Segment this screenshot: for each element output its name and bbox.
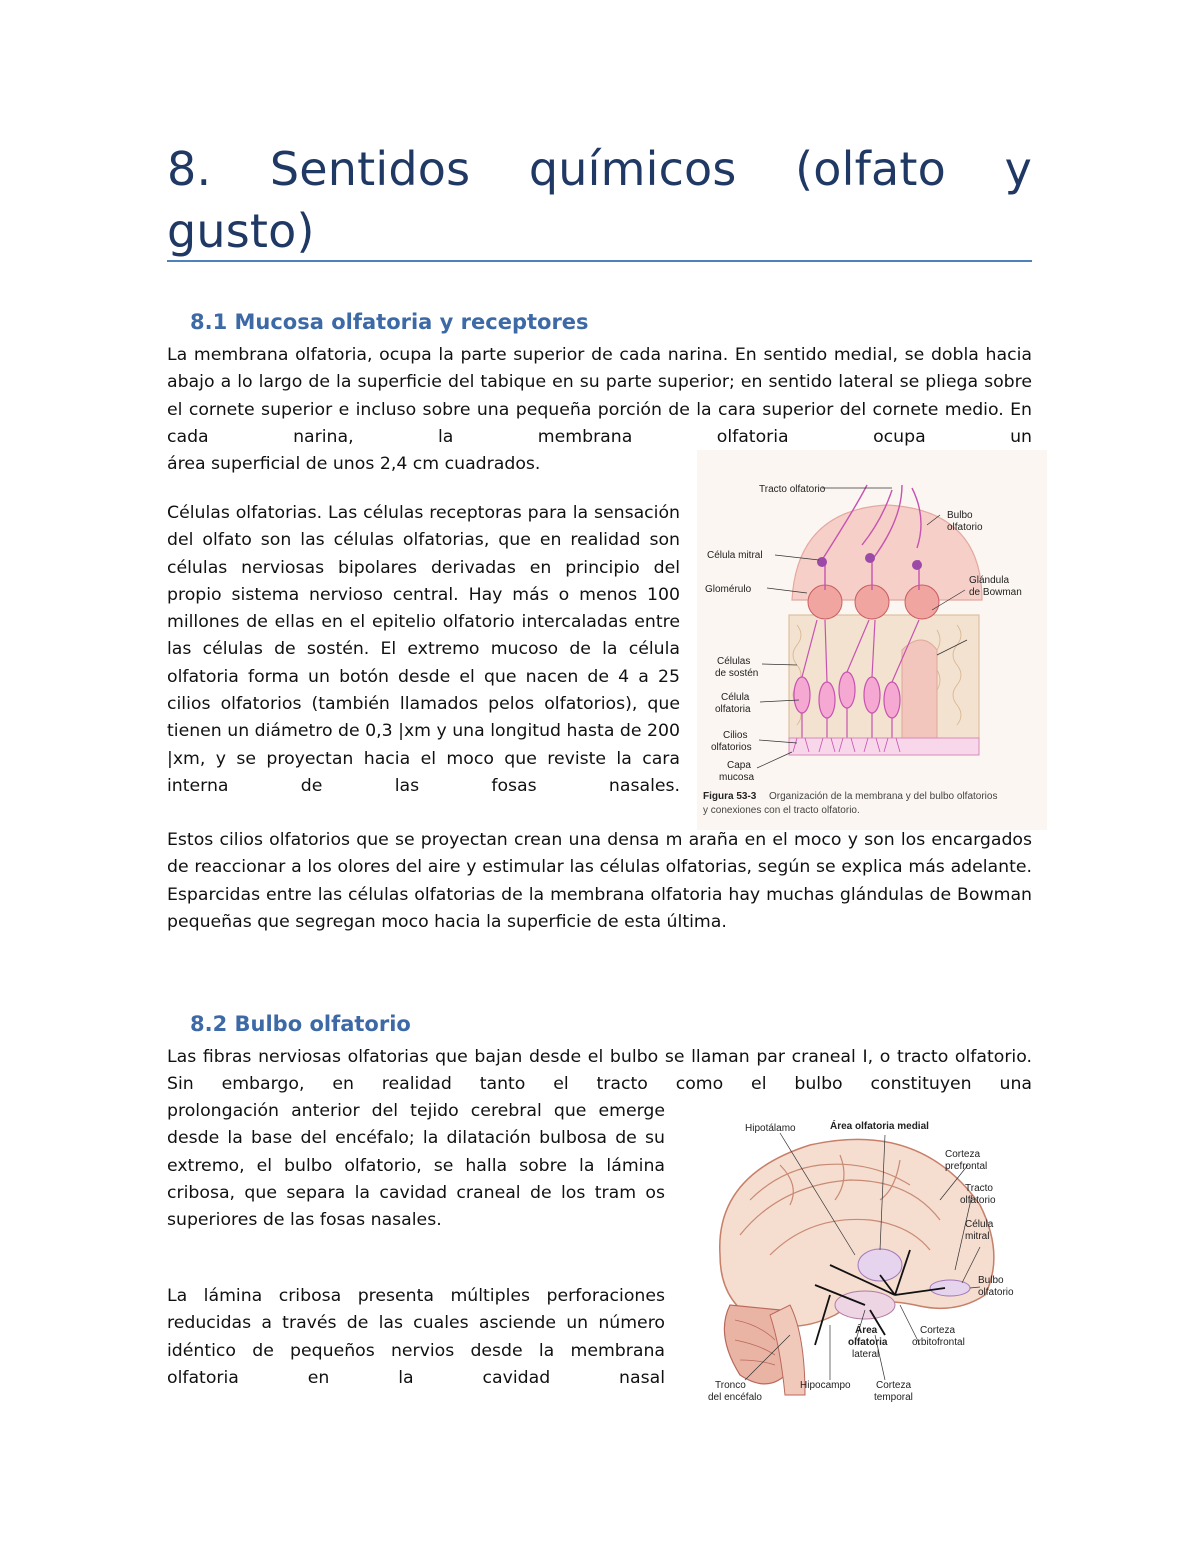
label-capa: Capa [727,760,751,771]
label-orbitofrontal: orbitofrontal [912,1337,965,1348]
paragraph-text: Células olfatorias. Las células receptoras para la sensación del olfato son las células olfatorias, que en realidad son células nerviosas bipolares derivadas en principio del propio sistema nervioso central. Hay más o menos 100 millones de ellas en el epitelio olfatorio intercaladas entre las células de sostén. El extremo mucoso de la célula olfatoria forma un botón desde el que nacen de 4 a 25 cilios olfatorios (también llamados pelos olfatorios), que tienen un diámetro de 0,3 |xm y una longitud hasta de 200 |xm, y se proyectan hacia el moco que reviste la cara interna de las fosas nasales. [167,503,680,796]
figure-caption-number: Figura 53-3 [703,791,757,802]
title-underline [167,260,1032,262]
paragraph-text: Estos cilios olfatorios que se proyectan crean una densa m araña en el moco y son los encargados de reaccionar a los olores del aire y estimular las células olfatorias, según se explica más adelante. Esparcidas entre las células olfatorias de la membrana olfatoria hay muchas glándulas de Bowman pequeñas que segregan moco hacia la superficie de esta última. [167,830,1032,932]
label-temporal: temporal [874,1392,913,1403]
olfactory-brain-illustration [680,1105,1014,1415]
label-de-sosten: de sostén [715,668,759,679]
label-tracto-olfatorio: olfatorio [960,1195,996,1206]
label-bulbo-olfatorio: olfatorio [947,522,983,533]
chapter-title-line2: gusto) [167,204,315,258]
label-tronco: Tronco [715,1380,746,1391]
chapter-title-line1: 8. Sentidos químicos (olfato y [167,142,1032,196]
label-del-encefalo: del encéfalo [708,1392,762,1403]
label-hipotalamo: Hipotálamo [745,1123,796,1134]
section-title-8-1: 8.1 Mucosa olfatoria y receptores [190,310,589,334]
label-celulas: Células [717,656,751,667]
label-prefrontal: prefrontal [945,1161,988,1172]
label-lateral: lateral [852,1349,880,1360]
paragraph-prolongacion [167,1098,665,1234]
paragraph-text-end: área superficial de unos 2,4 cm cuadrados. [167,454,541,475]
paragraph-text: La membrana olfatoria, ocupa la parte superior de cada narina. En sentido medial, se dobla hacia abajo a lo largo de la superficie del tabique en su parte superior; en sentido lateral se pliega sobre el cornete superior e incluso sobre una pequeña porción de la cara superior del cornete medio. En cada narina, la membrana olfatoria ocupa un [167,345,1032,447]
label-bulbo: Bulbo [947,510,973,521]
label-corteza-orbito: Corteza [920,1325,956,1336]
label-celula: Célula [721,692,750,703]
label-tracto-olfatorio: Tracto olfatorio [759,484,826,495]
paragraph-text: Las fibras nerviosas olfatorias que bajan desde el bulbo se llaman par craneal I, o tracto olfatorio. Sin embargo, en realidad tanto el tracto como el bulbo constituyen una [167,1047,1032,1095]
label-corteza: Corteza [945,1149,981,1160]
figure-olfactory-brain [680,1105,1014,1415]
paragraph-text: La lámina cribosa presenta múltiples perforaciones reducidas a través de las cuales asciende un número idéntico de pequeños nervios desde la membrana olfatoria en la cavidad nasal [167,1286,665,1388]
label-olfatoria: olfatoria [848,1337,888,1348]
section-title-8-2: 8.2 Bulbo olfatorio [190,1012,411,1036]
paragraph-celulas-continuation [167,827,1032,936]
paragraph-celulas-olfatorias [167,500,680,800]
label-mitral: mitral [965,1231,990,1242]
label-bulbo: Bulbo [978,1275,1004,1286]
label-hipocampo: Hipocampo [800,1380,851,1391]
paragraph-text: prolongación anterior del tejido cerebral que emerge desde la base del encéfalo; la dilatación bulbosa de su extremo, el bulbo olfatorio, se halla sobre la lámina cribosa, que separa la cavidad craneal de los tram os superiores de las fosas nasales. [167,1101,665,1231]
olfactory-membrane-illustration [697,450,1047,830]
label-celula-mitral: Célula mitral [707,550,763,561]
label-olfatorios: olfatorios [711,742,752,753]
paragraph-lamina-cribosa [167,1283,665,1392]
figure-caption-line1: Organización de la membrana y del bulbo olfatorios [769,791,998,802]
label-corteza-temporal: Corteza [876,1380,912,1391]
label-de-bowman: de Bowman [969,587,1022,598]
label-bulbo-olfatorio: olfatorio [978,1287,1014,1298]
label-cilios: Cilios [723,730,748,741]
paragraph-bulbo-intro [167,1044,1032,1099]
label-olfatoria: olfatoria [715,704,751,715]
chapter-title [167,138,1032,262]
label-tracto: Tracto [965,1183,993,1194]
label-mucosa: mucosa [719,772,755,783]
label-area: Área [855,1325,878,1336]
figure-caption-line2: y conexiones con el tracto olfatorio. [703,805,860,816]
figure-olfactory-membrane [697,450,1047,830]
label-area-olfatoria-medial: Área olfatoria medial [830,1121,929,1132]
label-glomerulo: Glomérulo [705,584,752,595]
label-glandula: Glándula [969,575,1010,586]
label-celula: Célula [965,1219,994,1230]
